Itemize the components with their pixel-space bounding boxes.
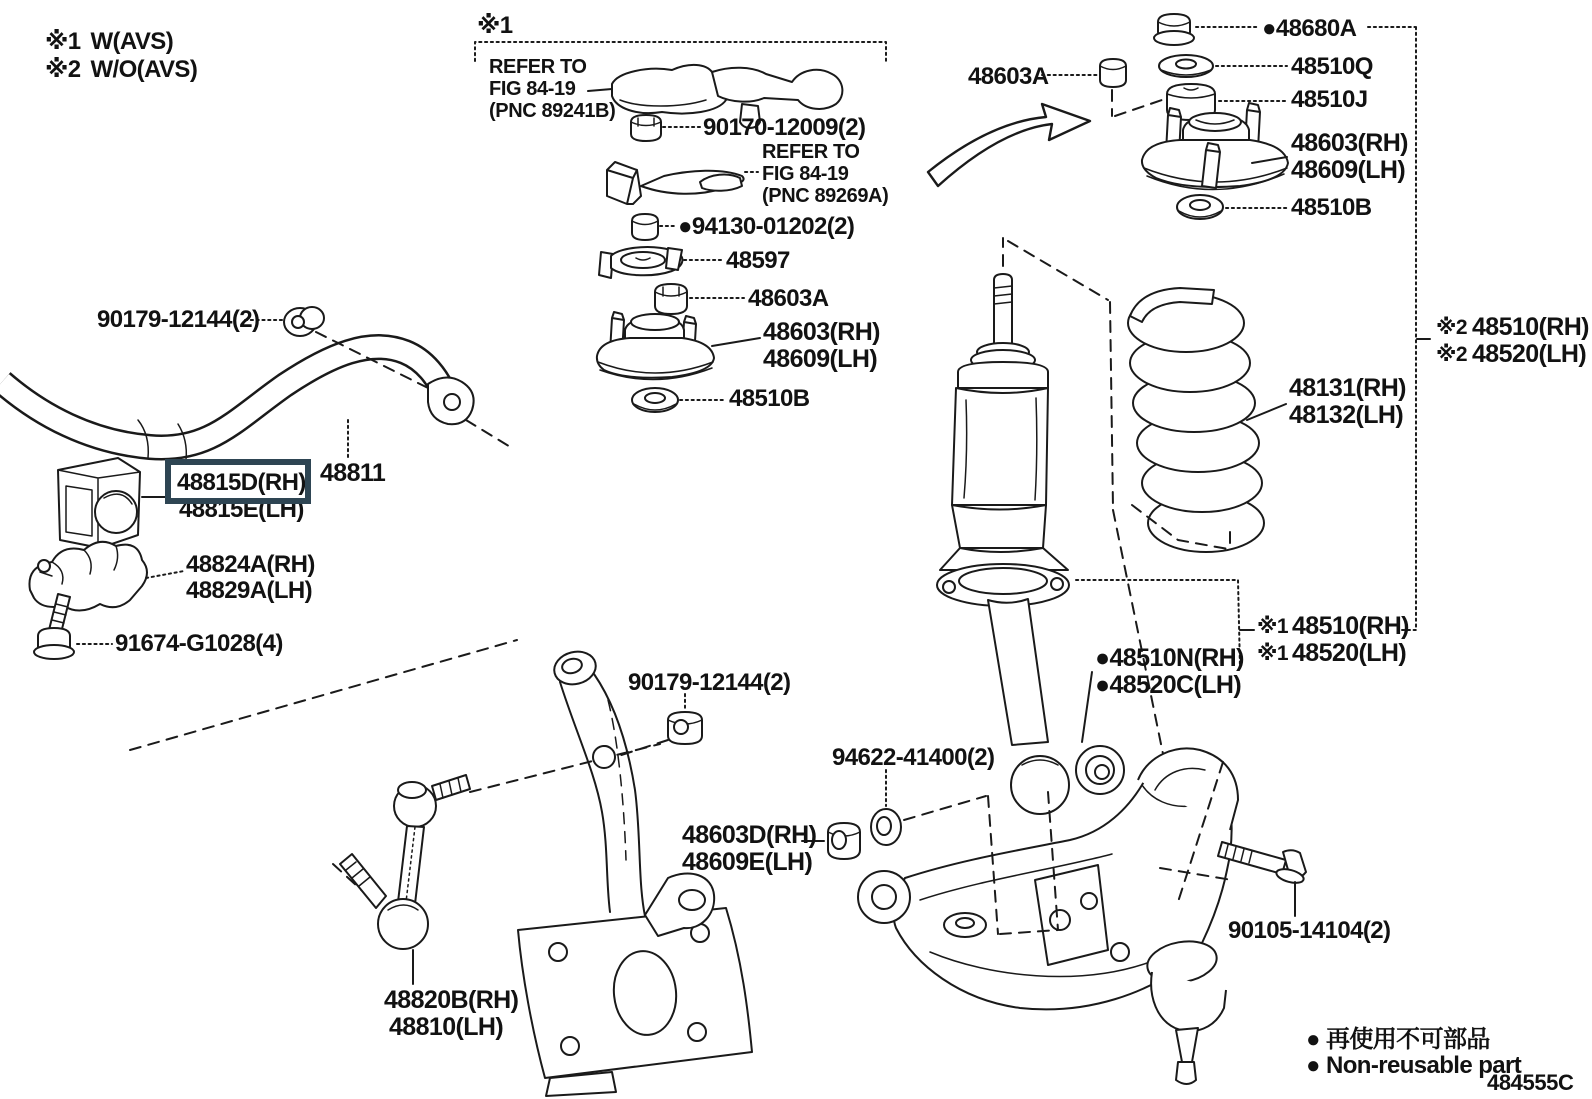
label-washer-94622: 94622-41400(2) <box>832 744 995 771</box>
nut-48603a-mid-drawing <box>655 284 744 314</box>
refer-link-line2: FIG 84-19 <box>762 163 849 185</box>
label-shock-w-avs-m2: ※1 <box>1257 642 1289 665</box>
label-link-48820-lh: 48810(LH) <box>389 1013 504 1041</box>
label-shock-bush-lh: ●48520C(LH) <box>1095 671 1242 699</box>
label-shock-w-avs-1: 48510(RH) <box>1292 612 1409 640</box>
label-support-mid-rh: 48603(RH) <box>763 318 880 346</box>
label-ring-mid: 48510B <box>729 385 810 412</box>
washer-94622-drawing <box>871 770 986 845</box>
right-group-bracket <box>1399 27 1430 630</box>
bar-bushing-48815-drawing <box>58 458 166 548</box>
label-nut-48603a-top: 48603A <box>968 63 1049 90</box>
label-bush-48603d-rh: 48603D(RH) <box>682 821 817 849</box>
label-support-mid-lh: 48609(LH) <box>763 345 878 373</box>
group1-marker: ※1 <box>477 12 513 39</box>
link-label <box>384 950 519 1041</box>
nut-94130-drawing <box>632 214 676 240</box>
label-shock-wo-avs-m2: ※2 <box>1436 343 1468 366</box>
label-nut-48603a-mid: 48603A <box>748 285 829 312</box>
label-bracket-48824-rh: 48824A(RH) <box>186 551 315 578</box>
bolt-90105-drawing <box>1218 842 1306 916</box>
label-support-right-lh: 48609(LH) <box>1291 156 1406 184</box>
label-shock-wo-avs-2: 48520(LH) <box>1472 340 1587 368</box>
svg-text:※1W(AVS) <box>45 28 173 55</box>
support-right-drawing <box>1142 103 1288 190</box>
label-spring-rh: 48131(RH) <box>1289 374 1406 402</box>
refer-sensor-line2: FIG 84-19 <box>489 78 576 100</box>
label-bush-48603d-lh: 48609E(LH) <box>682 848 813 876</box>
washer-48510q-drawing <box>1159 55 1287 77</box>
refer-link-line1: REFER TO <box>762 141 860 163</box>
label-link-48820-rh: 48820B(RH) <box>384 986 519 1014</box>
note1-marker: ※1 <box>45 28 81 55</box>
refer-sensor-line1: REFER TO <box>489 56 587 78</box>
legend-non-reusable-jp: ● 再使用不可部品 <box>1306 1026 1490 1053</box>
stabilizer-bar-drawing <box>2 347 474 460</box>
label-shock-wo-avs-m1: ※2 <box>1436 316 1468 339</box>
nut-90179-drawing <box>668 694 702 744</box>
shock-bush-label <box>1082 644 1244 742</box>
label-cushion-48510j: 48510J <box>1291 86 1368 113</box>
label-spring-lh: 48132(LH) <box>1289 401 1404 429</box>
nut-90170-drawing <box>631 115 700 141</box>
legend-non-reusable-en: ● Non-reusable part <box>1306 1052 1522 1079</box>
refer-sensor-line3: (PNC 89241B) <box>489 100 616 122</box>
note1-text: W(AVS) <box>90 28 174 55</box>
label-nut-94130: ●94130-01202(2) <box>678 213 855 240</box>
label-shock-bush-rh: ●48510N(RH) <box>1095 644 1244 672</box>
label-bolt-91674: 91674-G1028(4) <box>115 630 283 657</box>
note2-marker: ※2 <box>45 56 81 83</box>
svg-text:※2W/O(AVS) <box>45 56 197 83</box>
spring-label <box>1247 374 1406 429</box>
ring-mid-drawing <box>632 388 726 412</box>
sensor-link-drawing <box>607 162 758 204</box>
label-shock-w-avs-m1: ※1 <box>1257 615 1289 638</box>
bar-bracket-48824-drawing <box>29 542 184 611</box>
note2-text: W/O(AVS) <box>90 56 198 83</box>
label-washer-48510q: 48510Q <box>1291 53 1373 80</box>
label-nut-90170: 90170-12009(2) <box>703 114 866 141</box>
label-bracket-48824-lh: 48829A(LH) <box>186 577 313 604</box>
label-support-right-rh: 48603(RH) <box>1291 129 1408 157</box>
refer-link-line3: (PNC 89269A) <box>762 185 889 207</box>
label-clamp-48597: 48597 <box>726 247 790 274</box>
label-bar-48811: 48811 <box>320 459 386 487</box>
figure-code: 484555C <box>1487 1070 1574 1095</box>
clamp-48597-drawing <box>599 247 722 278</box>
bar-label <box>320 420 386 487</box>
direction-arrow <box>928 104 1090 186</box>
label-shock-wo-avs-1: 48510(RH) <box>1472 313 1589 341</box>
refer-link-label <box>762 141 888 207</box>
refer-sensor-label <box>489 56 615 122</box>
coil-spring-drawing <box>1128 288 1264 552</box>
lower-arm-drawing <box>858 748 1238 1084</box>
label-ring-right: 48510B <box>1291 194 1372 221</box>
label-shock-w-avs-2: 48520(LH) <box>1292 639 1407 667</box>
ring-right-drawing <box>1177 195 1287 219</box>
label-bolt-90105: 90105-14104(2) <box>1228 917 1391 944</box>
stabilizer-link-drawing <box>340 775 470 949</box>
shock-wo-avs-label <box>1436 313 1589 368</box>
label-nut-48680a: ●48680A <box>1262 15 1357 42</box>
support-mid-drawing <box>597 312 760 380</box>
label-bush-90179: 90179-12144(2) <box>97 306 260 333</box>
label-bush-48815-rh[interactable]: 48815D(RH) <box>177 469 306 496</box>
label-bush-48815-lh: 48815E(LH) <box>179 496 304 523</box>
nut-48603a-top-drawing <box>1042 59 1162 116</box>
label-nut-90179: 90179-12144(2) <box>628 669 791 696</box>
avs-notes <box>45 28 197 83</box>
